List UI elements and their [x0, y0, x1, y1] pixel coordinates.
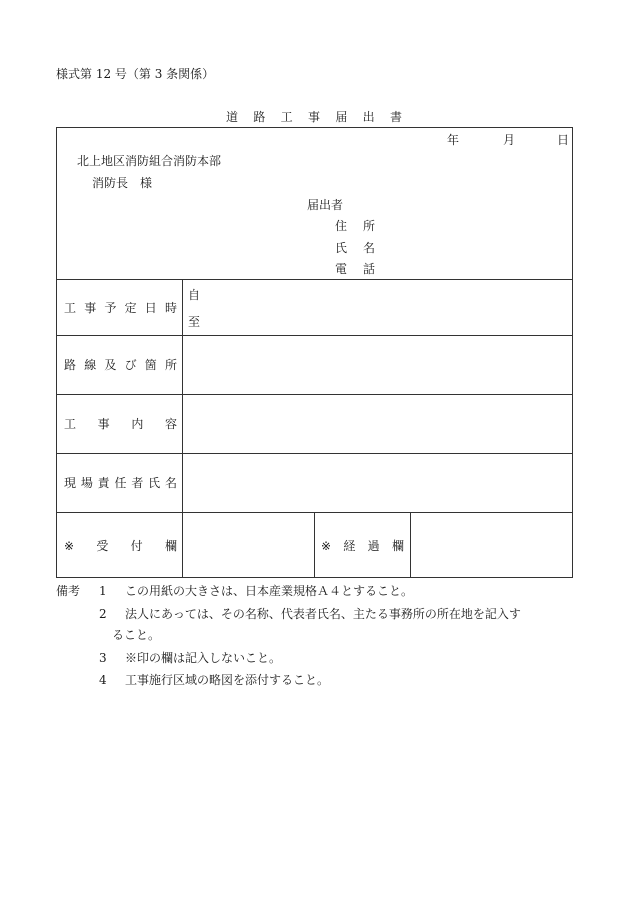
label-char: 箇	[144, 358, 157, 372]
progress-label	[321, 539, 404, 553]
title-char: 出	[362, 110, 375, 124]
date-month[interactable]: 月	[503, 133, 516, 147]
label-char: 時	[164, 301, 177, 315]
address-char: 所	[362, 219, 375, 233]
label-char: 付	[130, 539, 143, 553]
title-char: 路	[253, 110, 266, 124]
name-char: 名	[362, 241, 375, 255]
label-char: 名	[164, 476, 177, 490]
content-field[interactable]	[183, 395, 573, 452]
title-char: 書	[389, 110, 402, 124]
divider	[57, 279, 572, 280]
label-char: 任	[114, 476, 127, 490]
title-char: 届	[335, 110, 348, 124]
schedule-label	[64, 301, 177, 315]
reception-label	[64, 539, 177, 553]
phone-char: 話	[362, 262, 375, 276]
note-number: 4	[99, 673, 107, 687]
label-char: 経	[343, 539, 356, 553]
label-char: 者	[131, 476, 144, 490]
title-char: 事	[307, 110, 320, 124]
label-char: 責	[97, 476, 110, 490]
label-char: 定	[124, 301, 137, 315]
reception-field[interactable]	[183, 513, 313, 577]
label-char: 容	[164, 417, 177, 431]
schedule-to-label[interactable]: 至	[188, 315, 201, 329]
notes-heading: 備考	[56, 584, 81, 598]
phone-label[interactable]	[335, 262, 375, 276]
label-char: 現	[64, 476, 77, 490]
note-number: 2	[99, 607, 107, 621]
label-char: び	[124, 358, 137, 372]
label-char: 及	[104, 358, 117, 372]
manager-label	[64, 476, 177, 490]
form-number: 様式第 12 号（第 3 条関係）	[56, 67, 215, 81]
note-text: この用紙の大きさは、日本産業規格Ａ４とすること。	[125, 584, 414, 598]
form-table	[56, 127, 573, 578]
label-char: 予	[104, 301, 117, 315]
recipient-org: 北上地区消防組合消防本部	[77, 154, 222, 168]
label-char: 日	[144, 301, 157, 315]
content-label	[64, 417, 177, 431]
label-char: ※	[321, 539, 332, 553]
document-title	[226, 110, 402, 124]
route-field[interactable]	[183, 336, 573, 393]
label-char: 事	[97, 417, 110, 431]
label-char: 欄	[164, 539, 177, 553]
date-day[interactable]: 日	[557, 133, 570, 147]
name-char: 氏	[335, 241, 348, 255]
note-number: 3	[99, 651, 107, 665]
schedule-from-label[interactable]: 自	[188, 288, 201, 302]
note-text: 法人にあっては、その名称、代表者氏名、主たる事務所の所在地を記入す	[125, 607, 521, 621]
label-char: 内	[131, 417, 144, 431]
note-text: 工事施行区域の略図を添付すること。	[125, 673, 330, 687]
manager-field[interactable]	[183, 454, 573, 511]
address-label[interactable]	[335, 219, 375, 233]
note-text-continued: ること。	[112, 628, 161, 642]
progress-field[interactable]	[411, 513, 573, 577]
phone-char: 電	[335, 262, 348, 276]
label-char: 事	[84, 301, 97, 315]
label-char: 過	[367, 539, 380, 553]
label-char: 工	[64, 301, 77, 315]
label-char: 場	[80, 476, 93, 490]
note-number: 1	[99, 584, 107, 598]
label-char: ※	[64, 539, 75, 553]
label-char: 工	[64, 417, 77, 431]
address-char: 住	[335, 219, 348, 233]
column-divider	[314, 512, 315, 577]
label-char: 所	[164, 358, 177, 372]
label-char: 欄	[391, 539, 404, 553]
label-char: 受	[96, 539, 109, 553]
label-char: 氏	[148, 476, 161, 490]
route-label	[64, 358, 177, 372]
date-year[interactable]: 年	[447, 133, 460, 147]
recipient-title: 消防長 様	[92, 176, 153, 190]
applicant-label: 届出者	[307, 198, 344, 212]
label-char: 線	[84, 358, 97, 372]
title-char: 工	[280, 110, 293, 124]
title-char: 道	[226, 110, 239, 124]
note-text: ※印の欄は記入しないこと。	[125, 651, 282, 665]
name-label[interactable]	[335, 241, 375, 255]
label-char: 路	[64, 358, 77, 372]
